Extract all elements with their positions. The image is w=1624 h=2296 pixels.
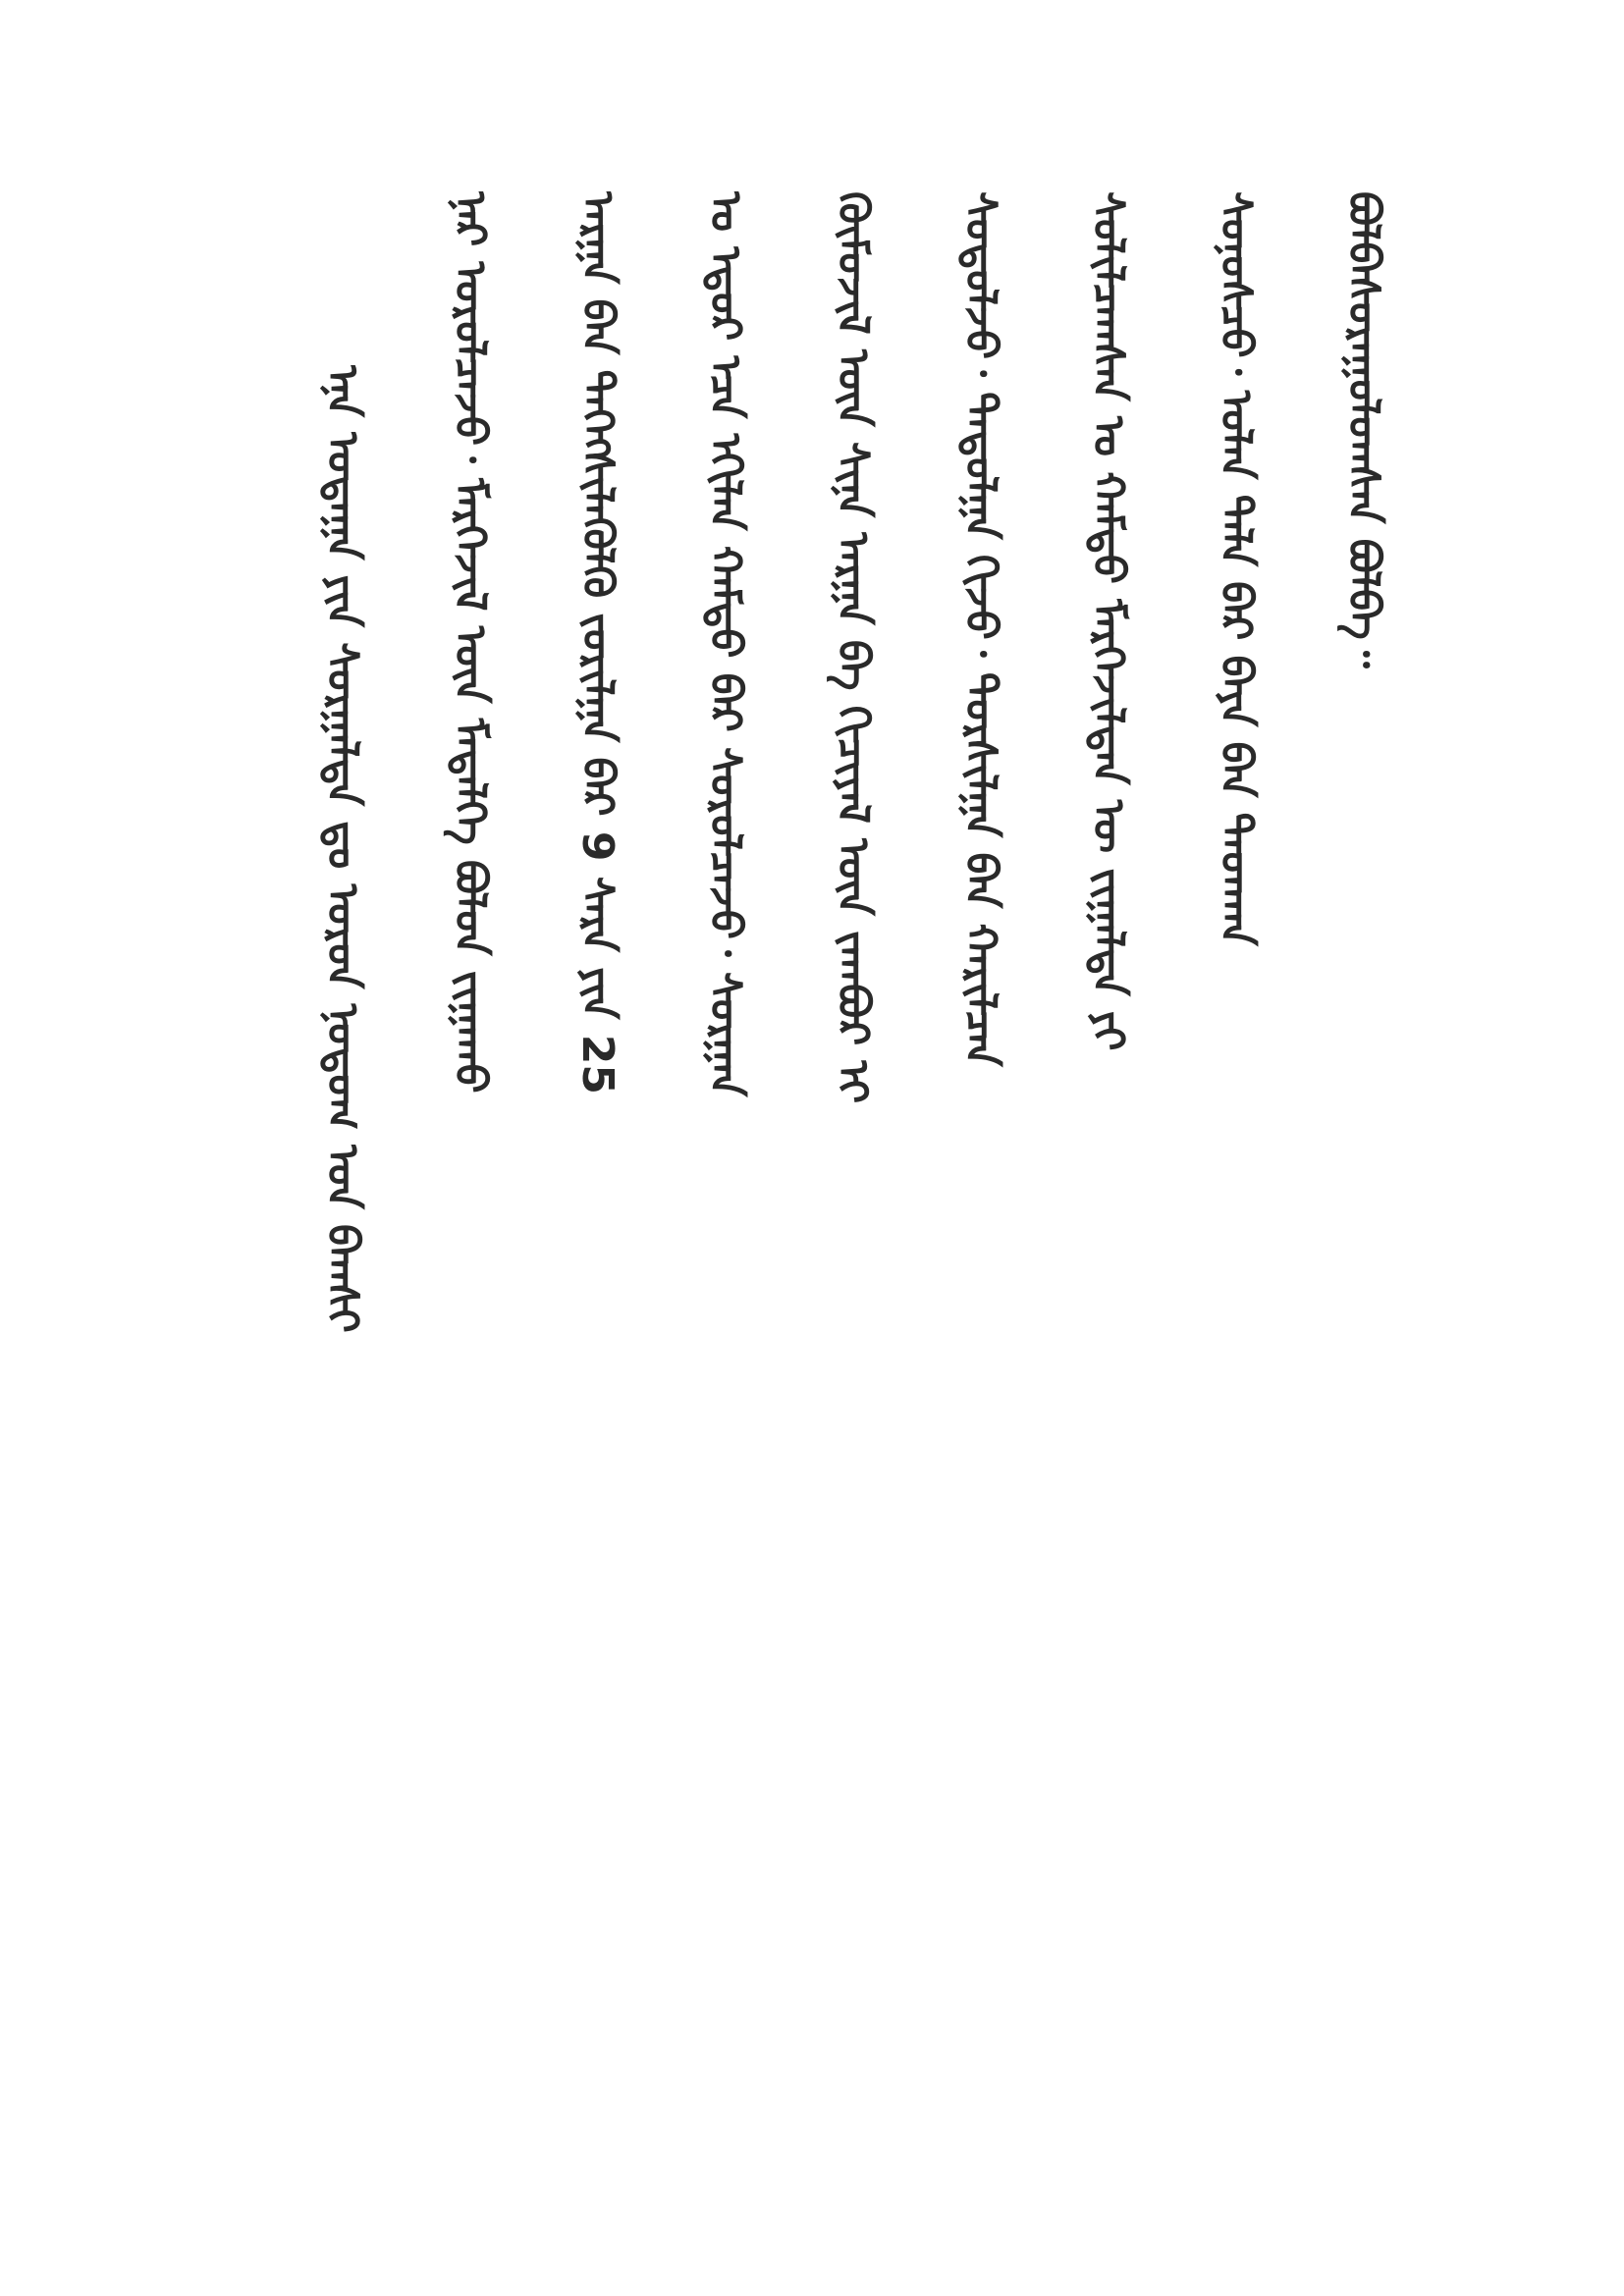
- text-column: ᠡᠨᠡ ᠤᠳᠠᠭᠠ ᠶᠢᠨ ᠰᠤᠷᠭᠠᠯᠲᠠ ᠳᠤ ᠣᠷᠣᠨ ᠨᠤᠲᠤᠭ ᠤᠨ ᠪᠠᠭᠰᠢ: [317, 365, 367, 1333]
- text-column: ᠰᠣᠨᠣᠰᠴᠤ᠂ ᠣᠯᠠᠨ ᠲᠠᠯᠠ ᠪᠠᠷ ᠪᠡᠶᠡ ᠪᠡᠨ ᠳᠠᠳᠬᠠᠨ: [1211, 191, 1261, 946]
- text-column: ᠨᠠᠷ ᠣᠷᠣᠯᠴᠠᠵᠤ᠂ ᠮᠡᠷᠭᠡᠵᠢᠯ ᠦᠨ ᠮᠡᠳᠡᠯᠭᠡ ᠪᠣᠯᠤᠨ ᠵᠢᠭᠠᠬᠤ: [445, 191, 495, 1094]
- text-column-last: ᠪᠣᠯᠪᠠᠰᠤᠷᠠᠭᠤᠯᠤᠭᠰᠠᠨ ᠪᠣᠯᠪᠠ᠃: [1338, 191, 1388, 668]
- text-column: ᠤ ᠡᠳᠦᠷ ᠡᠴᠡ ᠡᠬᠢᠯᠡᠨ ᠬᠠᠮᠲᠤ ᠪᠡᠷ ᠰᠤᠷᠤᠯᠴᠠᠵᠤ᠂ ᠰᠤᠷᠭᠠᠨ: [700, 191, 750, 1097]
- text-column: ᠰᠤᠳᠤᠯᠵᠤ᠂ ᠳᠠᠳᠤᠯᠭᠠ ᠬᠢᠵᠦ᠂ ᠲᠤᠷᠰᠢᠯᠭᠠ ᠪᠠᠨ ᠬᠠᠷᠢᠯᠴᠠᠨ: [955, 191, 1005, 1067]
- text-column: ᠰᠣᠯᠢᠯᠴᠠᠭᠰᠠᠨ ᠤ ᠬᠠᠮᠲᠤ ᠮᠡᠷᠭᠡᠵᠢᠯᠲᠡᠨ ᠦ ᠵᠢᠭᠠᠯᠲᠠ ᠶᠢ: [1083, 191, 1133, 1051]
- text-column: ᠠᠷᠭᠠ ᠪᠠᠨ ᠳᠡᠭᠡᠭᠰᠢᠯᠡᠭᠦᠯᠬᠦ ᠵᠣᠷᠢᠯᠭᠠ ᠪᠠᠷ 9 ᠰᠠᠷᠠ ᠶᠢᠨ 25: [572, 191, 623, 1095]
- text-column: ᠬᠦᠮᠦᠵᠢᠯ ᠦᠨ ᠰᠢᠨᠡ ᠠᠷᠭᠠ ᠪᠠ ᠬᠢᠴᠢᠶᠡᠯ ᠦᠨ ᠵᠠᠭᠪᠤᠷ ᠢ: [828, 191, 878, 1104]
